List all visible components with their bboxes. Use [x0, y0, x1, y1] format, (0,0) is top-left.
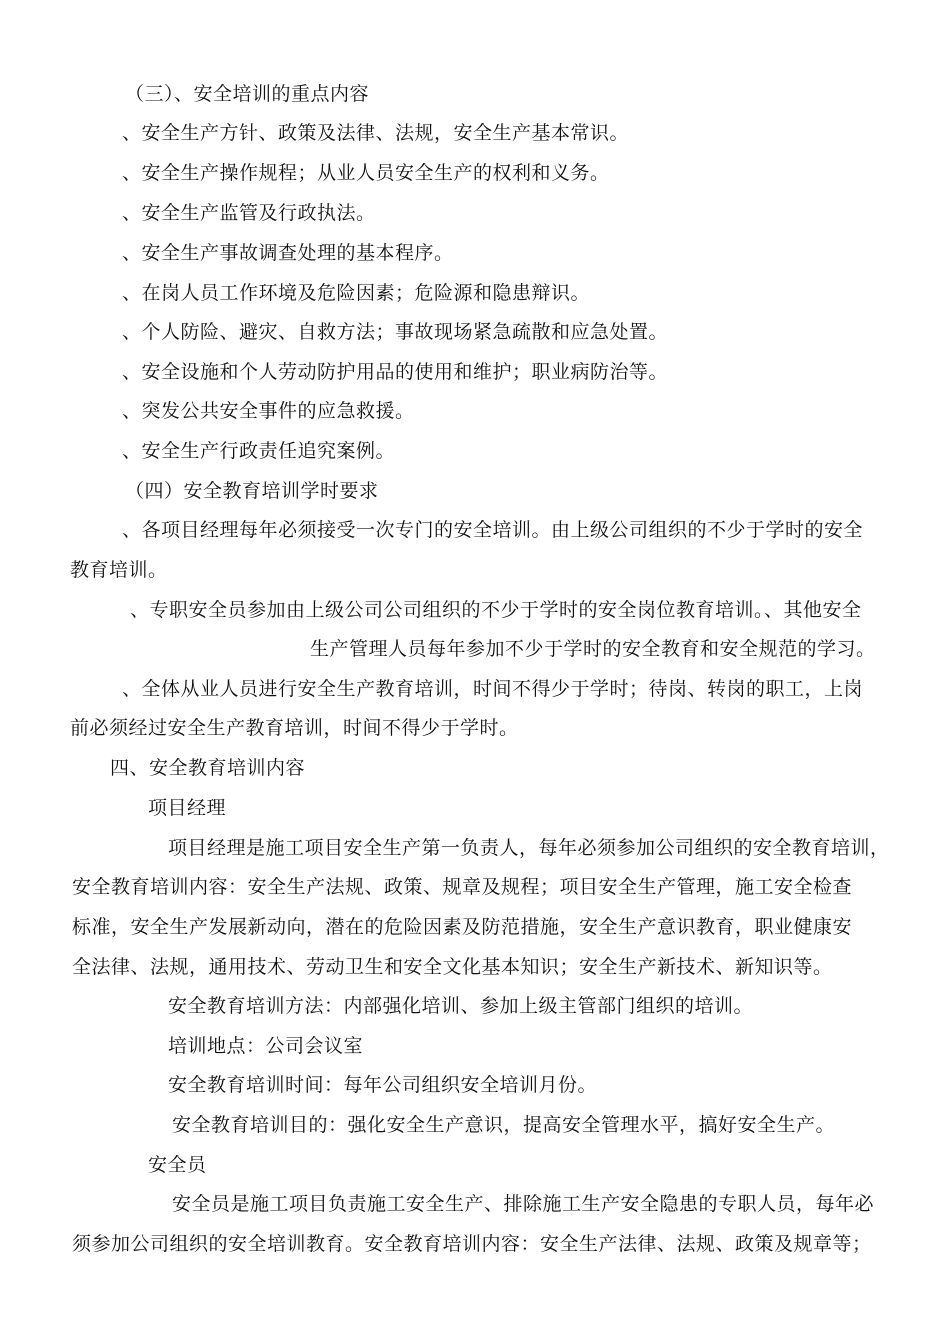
paragraph-line: 前必须经过安全生产教育培训，时间不得少于学时。	[70, 717, 519, 739]
list-item: 、安全生产方针、政策及法律、法规，安全生产基本常识。	[122, 122, 630, 144]
list-item: 、在岗人员工作环境及危险因素；危险源和隐患辩识。	[122, 282, 591, 304]
paragraph-line: 生产管理人员每年参加不少于学时的安全教育和安全规范的学习。	[310, 638, 876, 660]
training-time: 安全教育培训时间：每年公司组织安全培训月份。	[168, 1074, 598, 1096]
subsection-title-project-manager: 项目经理	[148, 797, 227, 819]
paragraph-line: 安全员是施工项目负责施工安全生产、排除施工生产安全隐患的专职人员，每年必	[172, 1193, 875, 1215]
paragraph-line: 安全教育培训内容：安全生产法规、政策、规章及规程；项目安全生产管理，施工安全检查	[72, 876, 853, 898]
list-item: 、安全设施和个人劳动防护用品的使用和维护；职业病防治等。	[122, 361, 669, 383]
section-3-heading: （三）、安全培训的重点内容	[125, 83, 370, 105]
list-item: 、突发公共安全事件的应急救援。	[122, 400, 415, 422]
paragraph-line: 、各项目经理每年必须接受一次专门的安全培训。由上级公司组织的不少于学时的安全	[122, 519, 864, 541]
paragraph-line: 、全体从业人员进行安全生产教育培训，时间不得少于学时；待岗、转岗的职工，上岗	[122, 678, 864, 700]
list-item: 、个人防险、避灾、自救方法；事故现场紧急疏散和应急处置。	[122, 321, 669, 343]
section-4-heading: 四、安全教育培训内容	[110, 757, 306, 779]
paragraph-line: 须参加公司组织的安全培训教育。安全教育培训内容：安全生产法律、法规、政策及规章等；	[72, 1233, 872, 1255]
training-method: 安全教育培训方法：内部强化培训、参加上级主管部门组织的培训。	[168, 995, 754, 1017]
training-purpose: 安全教育培训目的：强化安全生产意识，提高安全管理水平，搞好安全生产。	[172, 1114, 836, 1136]
list-item: 、安全生产操作规程；从业人员安全生产的权利和义务。	[122, 162, 610, 184]
training-location: 培训地点：公司会议室	[168, 1035, 364, 1057]
list-item: 、安全生产监管及行政执法。	[122, 202, 376, 224]
paragraph-line: 标准，安全生产发展新动向，潜在的危险因素及防范措施，安全生产意识教育，职业健康安	[72, 916, 853, 938]
section-4-sub-heading: （四）安全教育培训学时要求	[125, 480, 379, 502]
list-item: 、安全生产事故调查处理的基本程序。	[122, 242, 454, 264]
list-item: 、安全生产行政责任追究案例。	[122, 440, 396, 462]
paragraph-line: 全法律、法规，通用技术、劳动卫生和安全文化基本知识；安全生产新技术、新知识等。	[72, 956, 833, 978]
paragraph-line: 项目经理是施工项目安全生产第一负责人，每年必须参加公司组织的安全教育培训，	[168, 837, 890, 859]
subsection-title-safety-officer: 安全员	[148, 1154, 207, 1176]
paragraph-line: 教育培训。	[70, 559, 168, 581]
paragraph-line: 、专职安全员参加由上级公司公司组织的不少于学时的安全岗位教育培训。、其他安全	[130, 599, 862, 621]
